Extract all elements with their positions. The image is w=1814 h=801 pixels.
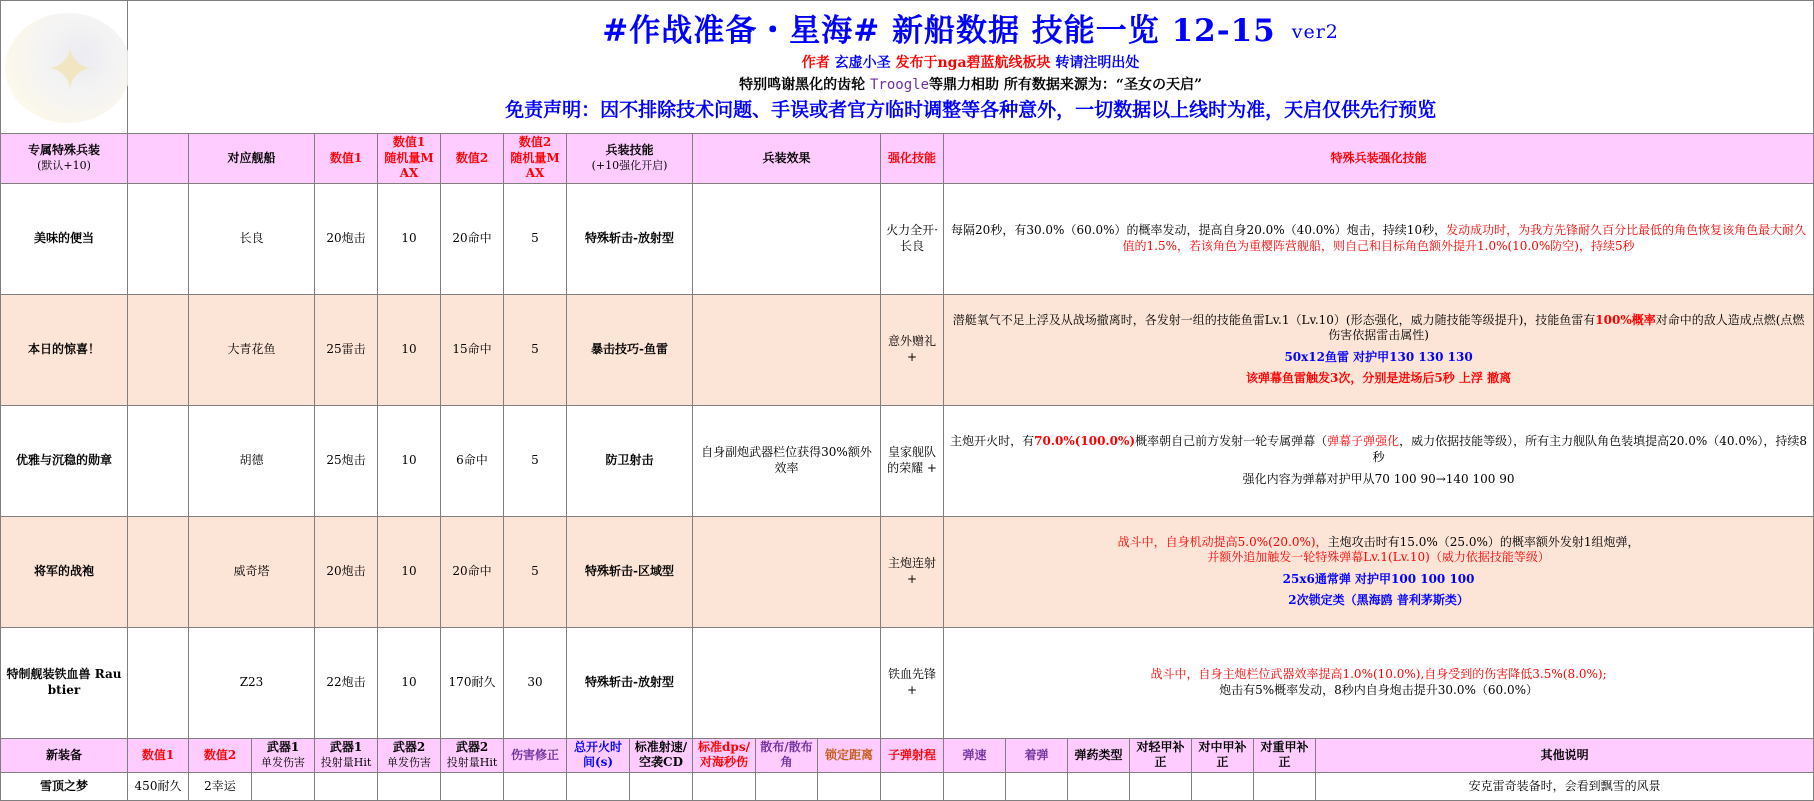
h-w1a (252, 738, 315, 772)
rand1: 10 (378, 183, 441, 294)
byline (131, 54, 1810, 72)
col-val1: 数值1 (315, 134, 378, 184)
ship-name: Z23 (189, 627, 315, 738)
rand1: 10 (378, 516, 441, 627)
table-row (1, 516, 1814, 627)
empty-cell (378, 772, 441, 800)
blank-cell (128, 627, 189, 738)
col-effect: 兵装效果 (693, 134, 881, 184)
effect-text: 自身副炮武器栏位获得30%额外效率 (693, 405, 881, 516)
blank-cell (128, 516, 189, 627)
enh-desc-highlight: 发动成功时，为我方先锋耐久百分比最低的角色恢复该角色最大耐久值的1.5%，若该角色为重樱阵营舰船，则自己和目标角色额外提升1.0%(10.0%防空)，持续5秒 (1122, 223, 1807, 253)
col-skill (567, 134, 693, 184)
enh-skill: 铁血先锋 + (881, 627, 944, 738)
empty-cell (315, 772, 378, 800)
effect-text (693, 183, 881, 294)
empty-cell (567, 772, 630, 800)
empty-cell (693, 772, 756, 800)
h-range: 子弹射程 (881, 738, 944, 772)
byline-author: 玄虚小圣 (834, 55, 891, 72)
col-enh: 强化技能 (881, 134, 944, 184)
skill-name: 特殊斩击-放射型 (567, 627, 693, 738)
empty-cell (1254, 772, 1316, 800)
val2: 15命中 (441, 294, 504, 405)
ship-name: 大青花鱼 (189, 294, 315, 405)
h-w1a-label: 武器1 (266, 740, 300, 755)
rand2: 5 (504, 405, 567, 516)
disclaimer: 免责声明：因不排除技术问题、手误或者官方临时调整等各种意外，一切数据以上线时为准，天启仅供先行预览 (505, 99, 1437, 122)
enh-desc (944, 294, 1814, 405)
byline-author-label: 作者 (801, 55, 830, 72)
new-equip-v1: 450耐久 (128, 772, 189, 800)
enh-desc-part: 主炮攻击时有15.0%（25.0%）的概率额外发射1组炮弹， (1327, 534, 1640, 549)
thanks-pre: 特别鸣谢黑化的齿轮 (739, 77, 866, 94)
equip-name: 特制舰装铁血兽 Raubtier (1, 627, 128, 738)
h-w1b (315, 738, 378, 772)
blank-cell (128, 294, 189, 405)
col-skill-sub: (+10强化开启) (591, 159, 668, 173)
thanks-post: 等鼎力相助 所有数据来源为：“圣女の天启” (929, 77, 1202, 94)
rand2: 5 (504, 516, 567, 627)
equip-name: 本日的惊喜！ (1, 294, 128, 405)
enh-skill: 主炮连射 + (881, 516, 944, 627)
h-w1b-label: 武器1 (329, 740, 363, 755)
h-ammo: 弹药类型 (1068, 738, 1130, 772)
table-row (1, 183, 1814, 294)
enh-desc-part: 概率朝自己前方发射一轮专属弹幕（ (1135, 434, 1328, 449)
empty-cell (252, 772, 315, 800)
empty-cell (1068, 772, 1130, 800)
table-row (1, 294, 1814, 405)
col-val2: 数值2 (441, 134, 504, 184)
empty-cell (944, 772, 1006, 800)
h-std: 标准射速/空袭CD (630, 738, 693, 772)
column-header-row (1, 134, 1814, 184)
empty-cell (756, 772, 818, 800)
h-dps: 标准dps/对海秒伤 (693, 738, 756, 772)
empty-cell (1192, 772, 1254, 800)
effect-text (693, 627, 881, 738)
col-equip (1, 134, 128, 184)
skill-name: 特殊斩击-区域型 (567, 516, 693, 627)
enh-desc-stats: 25x6通常弹 对护甲100 100 100 (1282, 571, 1475, 586)
enh-desc-part: 每隔20秒，有30.0%（60.0%）的概率发动，提高自身20.0%（40.0%）炮击，持续10秒， (951, 223, 1447, 238)
empty-cell (881, 772, 944, 800)
enh-desc (944, 627, 1814, 738)
col-val1-rand (378, 134, 441, 184)
enh-desc-highlight: 100%概率 (1595, 312, 1656, 327)
enh-desc-part: 主炮开火时，有 (950, 434, 1035, 449)
enh-desc-highlight: 并额外追加触发一轮特殊弹幕Lv.1(Lv.10)（威力依据技能等级） (1207, 550, 1550, 565)
enh-desc (944, 183, 1814, 294)
empty-cell (1006, 772, 1068, 800)
val1: 20炮击 (315, 183, 378, 294)
enh-desc-note: 强化内容为弹幕对护甲从70 100 90→140 100 90 (1242, 471, 1515, 486)
h-pen: 着弹 (1006, 738, 1068, 772)
rand2: 5 (504, 294, 567, 405)
new-equip-name: 雪顶之梦 (1, 772, 128, 800)
new-equip-v2: 2幸运 (189, 772, 252, 800)
val1: 25炮击 (315, 405, 378, 516)
rand2: 5 (504, 183, 567, 294)
logo-cell (1, 1, 128, 134)
enh-desc-note: 该弹幕鱼雷触发3次，分别是进场后5秒 上浮 撤离 (1246, 371, 1512, 386)
ship-name: 长良 (189, 183, 315, 294)
effect-text (693, 516, 881, 627)
empty-cell (818, 772, 881, 800)
h-dmg: 伤害修正 (504, 738, 567, 772)
col-val2-rand-a: 数值2 (518, 135, 552, 149)
col-val1-rand-a: 数值1 (392, 135, 426, 149)
enh-desc-highlight: 弹幕子弹强化 (1327, 434, 1400, 449)
table-row (1, 405, 1814, 516)
enh-desc (944, 405, 1814, 516)
enh-desc-highlight: 战斗中，自身主炮栏位武器效率提高1.0%(10.0%),自身受到的伤害降低3.5%(8.0%); (1150, 667, 1607, 682)
new-equip-row (1, 772, 1814, 800)
val2: 20命中 (441, 183, 504, 294)
h-w2b-label: 武器2 (455, 740, 489, 755)
enh-desc-stats: 50x12鱼雷 对护甲130 130 130 (1284, 349, 1473, 364)
h-w1a-sub: 单发伤害 (261, 756, 305, 770)
version-label: ver2 (1291, 20, 1339, 43)
enh-desc-part: 对命中的敌人造成点燃(点燃伤害依据雷击属性) (1328, 312, 1805, 343)
h-new: 新装备 (1, 738, 128, 772)
col-enh-desc: 特殊兵装强化技能 (944, 134, 1814, 184)
title-text: #作战准备・星海# 新船数据 技能一览 12-15 (602, 12, 1276, 49)
new-equip-note: 安克雷奇装备时，会看到飘雪的风景 (1316, 772, 1814, 800)
rand1: 10 (378, 405, 441, 516)
h-note: 其他说明 (1316, 738, 1814, 772)
thanks-name: Troogle (870, 77, 930, 94)
byline-repost: 转请注明出处 (1055, 55, 1140, 72)
h-speed: 弹速 (944, 738, 1006, 772)
h-w2a-label: 武器2 (392, 740, 426, 755)
blank-cell (128, 405, 189, 516)
col-skill-label: 兵装技能 (605, 143, 654, 158)
rand2: 30 (504, 627, 567, 738)
enh-desc-part: ，威力依据技能等级），所有主力舰队角色装填提高20.0%（40.0%），持续8秒 (1372, 434, 1808, 464)
empty-cell (630, 772, 693, 800)
col-val2-rand-b: 随机量MAX (510, 150, 560, 181)
logo-icon: ✦ (5, 13, 131, 123)
h-light: 对轻甲补正 (1130, 738, 1192, 772)
h-w2a-sub: 单发伤害 (387, 756, 431, 770)
col-equip-sub: (默认+10) (37, 159, 91, 173)
col-val1-rand-b: 随机量MAX (384, 150, 434, 181)
col-blank (128, 134, 189, 184)
h-w2b-sub: 投射量Hit (446, 756, 498, 770)
equip-name: 美味的便当 (1, 183, 128, 294)
val2: 20命中 (441, 516, 504, 627)
val1: 20炮击 (315, 516, 378, 627)
h-spread: 散布/散布角 (756, 738, 818, 772)
val2: 6命中 (441, 405, 504, 516)
blank-cell (128, 183, 189, 294)
skill-name: 特殊斩击-放射型 (567, 183, 693, 294)
h-total: 总开火时间(s) (567, 738, 630, 772)
h-heavy: 对重甲补正 (1254, 738, 1316, 772)
equip-name: 优雅与沉稳的勋章 (1, 405, 128, 516)
ship-name: 胡德 (189, 405, 315, 516)
empty-cell (441, 772, 504, 800)
equip-name: 将军的战袍 (1, 516, 128, 627)
thanks-line (131, 76, 1810, 94)
page-title (131, 11, 1810, 51)
enh-desc (944, 516, 1814, 627)
h-v2: 数值2 (189, 738, 252, 772)
enh-skill: 火力全开·长良 (881, 183, 944, 294)
enh-desc-highlight: 战斗中，自身机动提高5.0%(20.0%)， (1117, 534, 1328, 549)
val1: 25雷击 (315, 294, 378, 405)
enh-desc-highlight: 70.0%(100.0%) (1034, 434, 1136, 449)
val2: 170耐久 (441, 627, 504, 738)
col-val2-rand (504, 134, 567, 184)
new-equip-header-row (1, 738, 1814, 772)
rand1: 10 (378, 294, 441, 405)
skill-name: 暴击技巧-鱼雷 (567, 294, 693, 405)
ship-name: 威奇塔 (189, 516, 315, 627)
val1: 22炮击 (315, 627, 378, 738)
title-block (128, 1, 1814, 134)
col-equip-label: 专属特殊兵装 (27, 143, 100, 158)
table-row (1, 627, 1814, 738)
skill-name: 防卫射击 (567, 405, 693, 516)
h-w2a (378, 738, 441, 772)
enh-skill: 意外赠礼+ (881, 294, 944, 405)
rand1: 10 (378, 627, 441, 738)
h-v1: 数值1 (128, 738, 189, 772)
enh-desc-part: 炮击有5%概率发动，8秒内自身炮击提升30.0%（60.0%） (1219, 682, 1539, 697)
byline-publish: 发布于nga碧蓝航线板块 (895, 55, 1051, 72)
enh-skill: 皇家舰队的荣耀 + (881, 405, 944, 516)
h-w1b-sub: 投射量Hit (320, 756, 372, 770)
empty-cell (504, 772, 567, 800)
h-mid: 对中甲补正 (1192, 738, 1254, 772)
effect-text (693, 294, 881, 405)
enh-desc-note: 2次锁定类（黑海鸥 普利茅斯类） (1288, 593, 1469, 608)
h-lock: 锁定距离 (818, 738, 881, 772)
col-ship: 对应舰船 (189, 134, 315, 184)
enh-desc-part: 潜艇氧气不足上浮及从战场撤离时，各发射一组的技能鱼雷Lv.1（Lv.10）(形态强化，威力随技能等级提升)，技能鱼雷有 (952, 312, 1596, 327)
empty-cell (1130, 772, 1192, 800)
h-w2b (441, 738, 504, 772)
